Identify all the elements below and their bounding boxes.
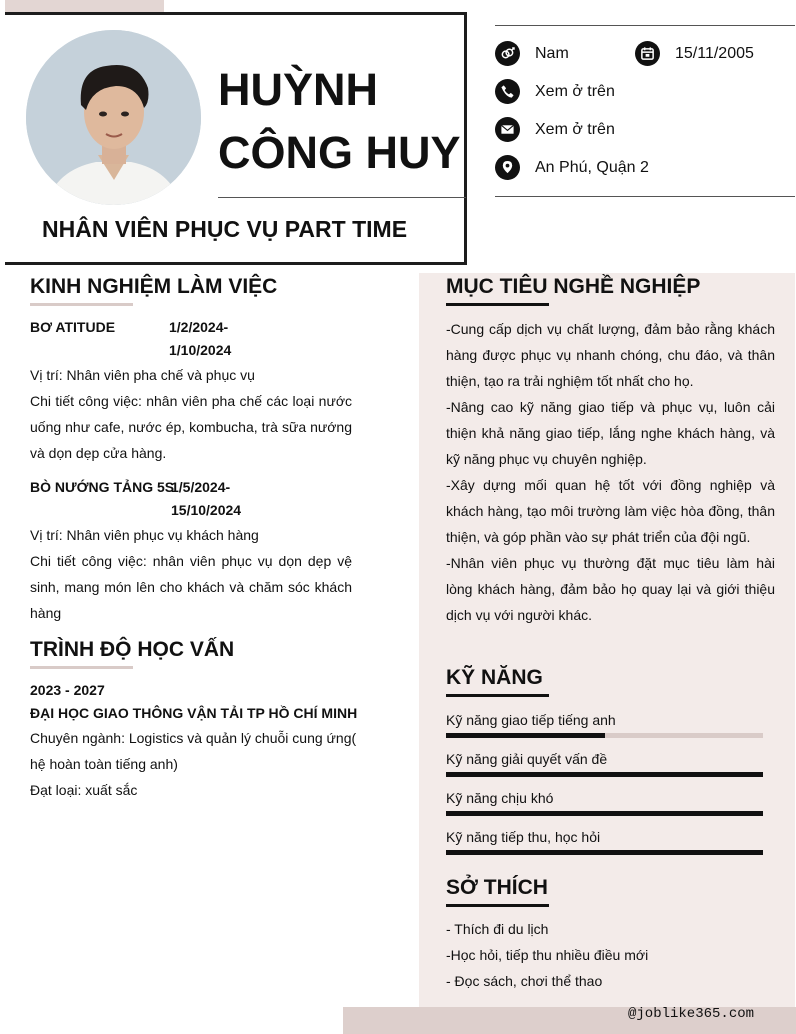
objective-title-underline xyxy=(446,303,549,306)
objective-item-3: -Xây dựng mối quan hệ tốt với đồng nghiệp và khách hàng, tạo môi trường làm việc hòa đồng, thân thiện, và góp phần vào sự phát triển của đội ngũ. xyxy=(446,477,775,545)
contact-birthdate xyxy=(635,41,754,66)
hobby-item-2: -Học hỏi, tiếp thu nhiều điều mới xyxy=(446,947,649,963)
skill-3-bar xyxy=(446,811,763,816)
contact-email[interactable] xyxy=(495,117,615,142)
education-major-line-1: Chuyên ngành: Logistics và quản lý chuỗi cung ứng( xyxy=(30,730,357,746)
job-title: NHÂN VIÊN PHỤC VỤ PART TIME xyxy=(42,216,408,242)
skill-2-fill xyxy=(446,772,763,777)
experience-title-underline xyxy=(30,303,133,306)
skill-1-fill xyxy=(446,733,605,738)
contact-top-divider xyxy=(495,25,795,26)
hobbies-title-underline xyxy=(446,904,549,907)
education-years: 2023 - 2027 xyxy=(30,682,105,698)
skill-3-fill xyxy=(446,811,763,816)
education-title-underline xyxy=(30,666,133,669)
profile-photo xyxy=(26,30,201,205)
contact-bottom-divider xyxy=(495,196,795,197)
hobby-item-3: - Đọc sách, chơi thể thao xyxy=(446,973,603,989)
job-1-position: Vị trí: Nhân viên pha chế và phục vụ xyxy=(30,367,255,383)
full-name xyxy=(218,58,463,184)
phone-value[interactable]: Xem ở trên xyxy=(535,82,615,100)
job-1-date-start: 1/2/2024- xyxy=(169,319,229,335)
objective-item-4: -Nhân viên phục vụ thường đặt mục tiêu làm hài lòng khách hàng, đảm bảo họ quay lại và giới thiệu dịch vụ với người khác. xyxy=(446,555,775,623)
email-icon xyxy=(495,117,520,142)
objective-item-2: -Nâng cao kỹ năng giao tiếp và phục vụ, luôn cải thiện khả năng giao tiếp, lắng nghe khách hàng, và kỹ năng phục vụ chuyên nghiệp. xyxy=(446,399,775,467)
name-line-1: HUỲNH xyxy=(218,64,379,115)
contact-phone[interactable] xyxy=(495,79,615,104)
education-title: TRÌNH ĐỘ HỌC VẤN xyxy=(30,638,235,661)
avatar xyxy=(26,30,201,205)
education-school: ĐẠI HỌC GIAO THÔNG VẬN TẢI TP HỒ CHÍ MINH xyxy=(30,705,358,721)
location-icon xyxy=(495,155,520,180)
skill-4-label: Kỹ năng tiếp thu, học hỏi xyxy=(446,829,601,845)
job-2-company: BÒ NƯỚNG TẢNG 5S xyxy=(30,479,175,495)
education-major-line-2: hệ hoàn toàn tiếng anh) xyxy=(30,756,178,772)
name-line-2: CÔNG HUY xyxy=(218,127,461,178)
name-divider xyxy=(218,197,466,198)
skill-4-bar xyxy=(446,850,763,855)
job-1-company: BƠ ATITUDE xyxy=(30,319,116,335)
job-2-date-start: 1/5/2024- xyxy=(171,479,231,495)
hobby-item-1: - Thích đi du lịch xyxy=(446,921,549,937)
job-2-date-end: 15/10/2024 xyxy=(171,502,242,518)
birthdate-value: 15/11/2005 xyxy=(675,44,754,62)
job-2-position: Vị trí: Nhân viên phục vụ khách hàng xyxy=(30,527,259,543)
gender-value: Nam xyxy=(535,44,569,62)
experience-title: KINH NGHIỆM LÀM VIỆC xyxy=(30,275,278,298)
contact-address xyxy=(495,155,649,180)
objective-item-1: -Cung cấp dịch vụ chất lượng, đảm bảo rằng khách hàng được phục vụ nhanh chóng, chu đáo, và thân thiện, tạo ra trải nghiệm tốt nhất cho họ. xyxy=(446,321,775,389)
address-value: An Phú, Quận 2 xyxy=(535,158,649,176)
job-1-date-end: 1/10/2024 xyxy=(169,342,232,358)
skill-1-label: Kỹ năng giao tiếp tiếng anh xyxy=(446,712,616,728)
job-2-details: Chi tiết công việc: nhân viên phục vụ dọn dẹp vệ sinh, mang món lên cho khách và chăm sóc khách hàng xyxy=(30,553,352,621)
contact-gender xyxy=(495,41,569,66)
objective-title: MỤC TIÊU NGHỀ NGHIỆP xyxy=(446,275,701,298)
hobbies-title: SỞ THÍCH xyxy=(446,876,548,899)
email-value[interactable]: Xem ở trên xyxy=(535,120,615,138)
phone-icon xyxy=(495,79,520,104)
skill-2-bar xyxy=(446,772,763,777)
calendar-icon xyxy=(635,41,660,66)
gender-icon xyxy=(495,41,520,66)
skill-4-fill xyxy=(446,850,763,855)
job-1-details: Chi tiết công việc: nhân viên pha chế các loại nước uống như cafe, nước ép, kombucha, trà sữa nướng và dọn dẹp cửa hàng. xyxy=(30,393,352,461)
education-grade: Đạt loại: xuất sắc xyxy=(30,782,138,798)
skill-1-bar xyxy=(446,733,763,738)
watermark: @joblike365.com xyxy=(628,1006,755,1022)
skill-2-label: Kỹ năng giải quyết vấn đề xyxy=(446,751,608,767)
skill-3-label: Kỹ năng chịu khó xyxy=(446,790,554,806)
skills-title: KỸ NĂNG xyxy=(446,666,543,689)
skills-title-underline xyxy=(446,694,549,697)
